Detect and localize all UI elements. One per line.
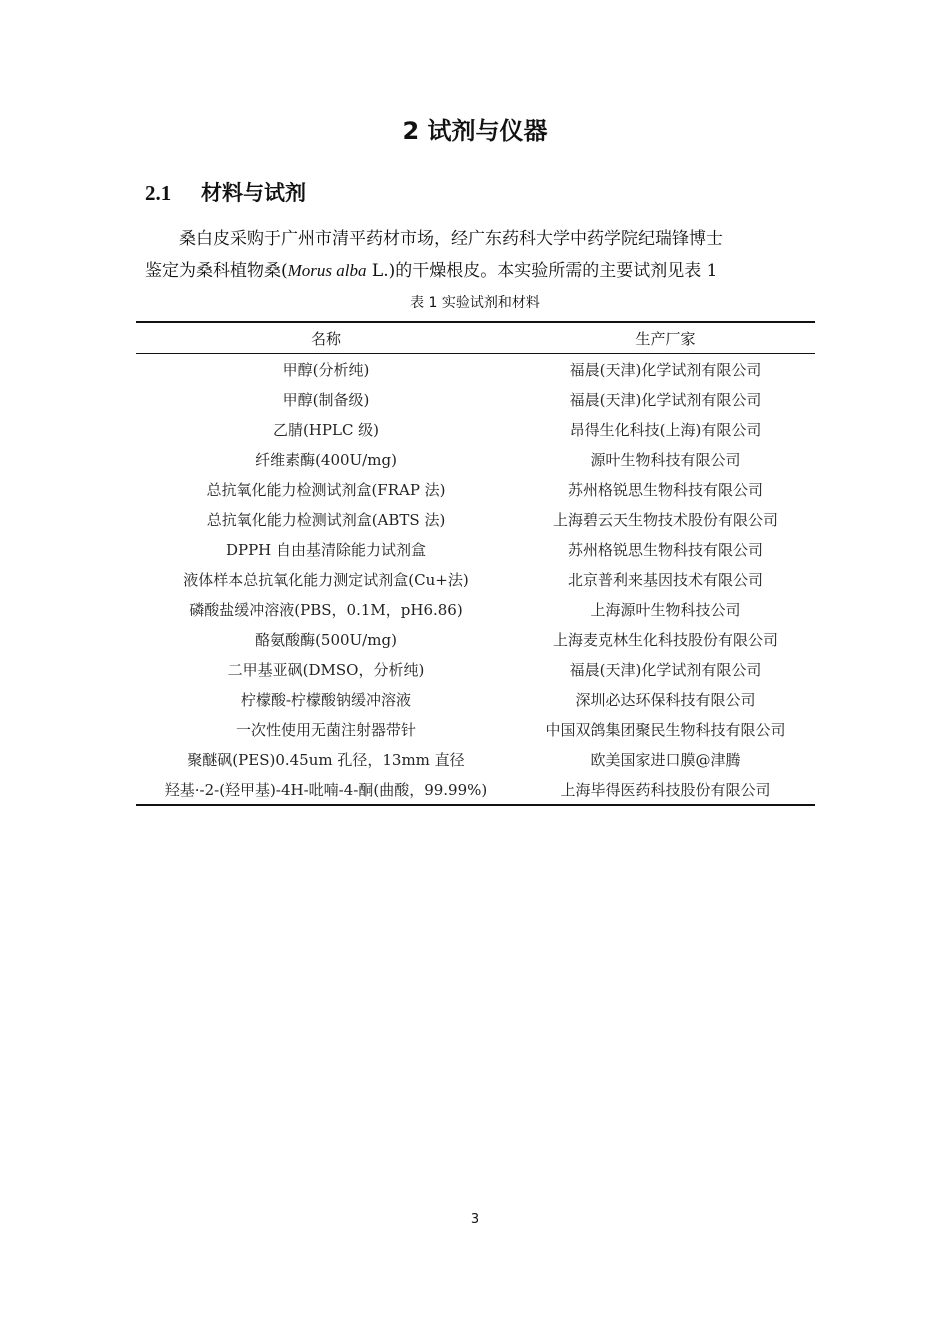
table-row [136,564,815,594]
manufacturer: 源叶生物科技有限公司 [590,450,741,469]
reagent-name: 酪氨酸酶(500U/mg) [255,630,397,649]
manufacturer: 福晨(天津)化学试剂有限公司 [569,360,762,379]
table-row [136,534,815,564]
reagent-name: 聚醚砜(PES)0.45um 孔径，13mm 直径 [187,750,465,769]
table-row [136,444,815,474]
reagent-name: 乙腈(HPLC 级) [272,420,380,439]
table-row [136,384,815,414]
table-header-row [136,322,815,354]
table-row [136,414,815,444]
manufacturer: 昂得生化科技(上海)有限公司 [569,420,762,439]
body-paragraph [145,223,815,287]
manufacturer: 苏州格锐思生物科技有限公司 [567,480,763,499]
table-row [136,774,815,805]
table-row [136,504,815,534]
paragraph-line-2 [145,255,815,287]
manufacturer: 福晨(天津)化学试剂有限公司 [569,390,762,409]
manufacturer: 北京普利来基因技术有限公司 [567,570,763,589]
reagent-name: 总抗氧化能力检测试剂盒(ABTS 法) [206,510,446,529]
reagent-name: 纤维素酶(400U/mg) [255,450,397,469]
table-caption: 表 1 实验试剂和材料 [410,295,540,311]
section-number: 2.1 [145,181,172,205]
reagent-name: 二甲基亚砜(DMSO，分析纯) [227,660,425,679]
reagent-name: 甲醇(分析纯) [282,360,370,379]
manufacturer: 上海碧云天生物技术股份有限公司 [552,510,778,529]
section-title: 材料与试剂 [201,181,306,205]
manufacturer: 福晨(天津)化学试剂有限公司 [569,660,762,679]
manufacturer: 上海麦克林生化科技股份有限公司 [552,630,778,649]
table-row [136,654,815,684]
table-row [136,594,815,624]
species-name-italic: Morus alba [287,261,367,280]
paragraph-line-2-prefix: 鉴定为桑科植物桑( [145,261,288,281]
table-row [136,354,815,385]
table-row [136,744,815,774]
reagent-name: 液体样本总抗氧化能力测定试剂盒(Cu+法) [183,570,469,589]
reagent-name: 一次性使用无菌注射器带针 [235,720,416,739]
manufacturer: 深圳必达环保科技有限公司 [575,690,756,709]
section-heading [145,177,306,209]
table-row [136,624,815,654]
manufacturer: 上海源叶生物科技公司 [590,600,741,619]
reagent-name: 羟基·-2-(羟甲基)-4H-吡喃-4-酮(曲酸，99.99%) [136,774,516,805]
reagent-name: 总抗氧化能力检测试剂盒(FRAP 法) [206,480,446,499]
page-number: 3 [470,1212,480,1227]
table-row [136,474,815,504]
paragraph-line-1: 桑白皮采购于广州市清平药材市场，经广东药科大学中药学院纪瑞锋博士 [179,229,723,249]
header-name: 名称 [136,322,516,354]
manufacturer: 上海毕得医药科技股份有限公司 [516,774,815,805]
reagent-name: 甲醇(制备级) [282,390,370,409]
manufacturer: 欧美国家进口膜@津腾 [590,750,741,769]
header-manufacturer: 生产厂家 [516,322,815,354]
manufacturer: 中国双鸽集团聚民生物科技有限公司 [545,720,786,739]
reagent-name: 磷酸盐缓冲溶液(PBS，0.1M，pH6.86) [189,600,463,619]
table-row [136,714,815,744]
manufacturer: 苏州格锐思生物科技有限公司 [567,540,763,559]
reagent-name: 柠檬酸-柠檬酸钠缓冲溶液 [240,690,412,709]
paragraph-line-2-suffix: L.)的干燥根皮。本实验所需的主要试剂见表 1 [366,261,718,281]
table-row [136,684,815,714]
reagents-table [136,321,815,806]
reagent-name: DPPH 自由基清除能力试剂盒 [225,540,427,559]
chapter-title: 2 试剂与仪器 [402,117,548,145]
